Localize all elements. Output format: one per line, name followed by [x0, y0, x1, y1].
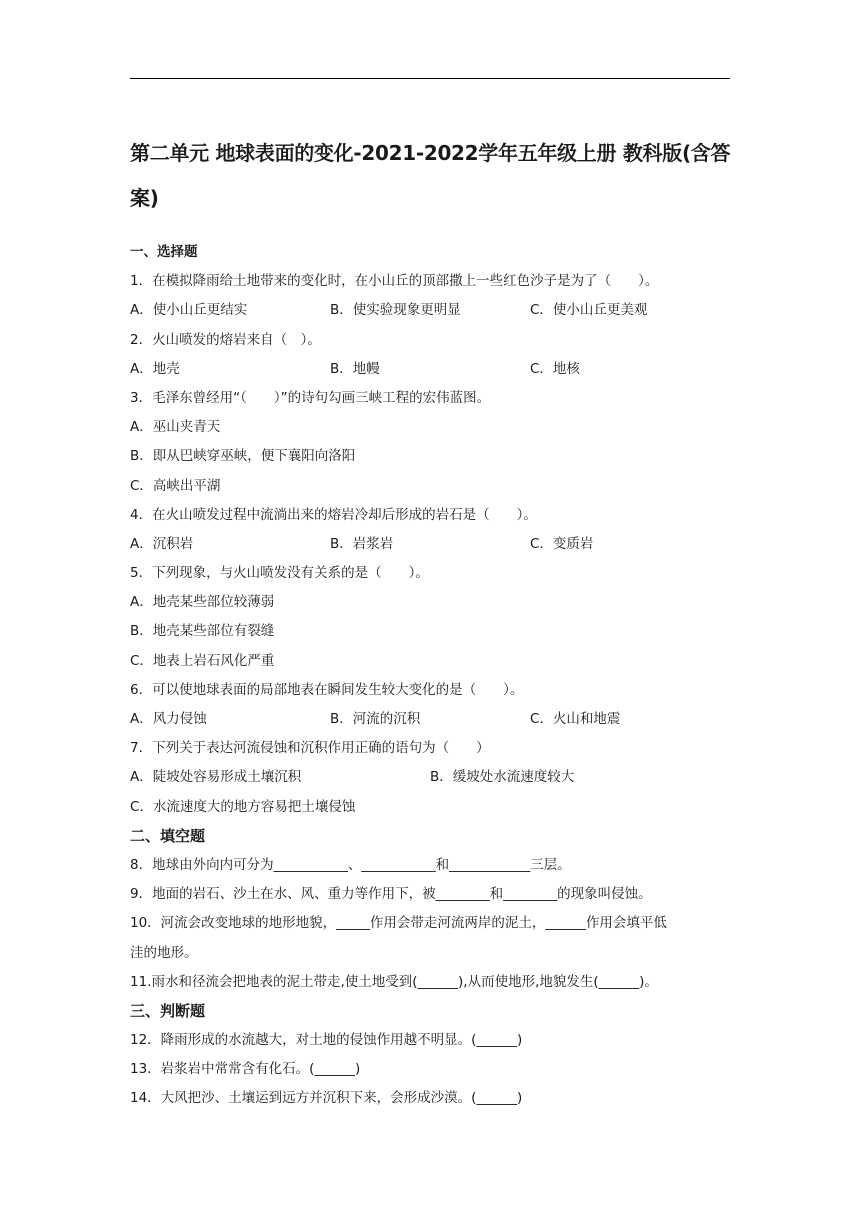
document-title: 第二单元 地球表面的变化-2021-2022学年五年级上册 教科版(含答案) [130, 141, 731, 210]
option-c: C．水流速度大的地方容易把土壤侵蚀 [130, 798, 356, 815]
option-b: B．河流的沉积 [330, 711, 421, 727]
question-10-line-2: 洼的地形。 [130, 944, 198, 961]
question-7: 7．下列关于表达河流侵蚀和沉积作用正确的语句为（ ） [130, 740, 490, 757]
option-a: A．沉积岩 [130, 535, 194, 552]
option-b: B．地壳某些部位有裂缝 [130, 623, 275, 640]
option-a: A．巫山夹青天 [130, 419, 221, 436]
question-9: 9．地面的岩石、沙土在水、风、重力等作用下，被________和________的现象叫侵蚀。 [130, 886, 652, 903]
option-b: B．缓坡处水流速度较大 [430, 769, 575, 786]
option-c: C．使小山丘更美观 [530, 302, 648, 319]
question-2-options [130, 355, 735, 384]
question-2: 2．火山喷发的熔岩来自（ ）。 [130, 331, 321, 348]
option-a: A．陡坡处容易形成土壤沉积 [130, 769, 302, 786]
question-11: 11.雨水和径流会把地表的泥土带走,使土地受到(______),从而使地形,地貌发生(______)。 [130, 973, 658, 990]
question-13: 13．岩浆岩中常常含有化石。(______) [130, 1061, 361, 1078]
question-3: 3．毛泽东曾经用“（ ）”的诗句勾画三峡工程的宏伟蓝图。 [130, 389, 491, 406]
section-heading-choice: 一、选择题 [130, 244, 198, 260]
option-c: C．地表上岩石风化严重 [130, 652, 275, 669]
option-b: B．即从巴峡穿巫峡，便下襄阳向洛阳 [130, 448, 356, 465]
question-4-options [130, 530, 735, 559]
option-b: B．使实验现象更明显 [330, 302, 461, 319]
question-5: 5．下列现象，与火山喷发没有关系的是（ ）。 [130, 565, 429, 582]
question-6-options [130, 705, 735, 734]
header-rule [130, 78, 730, 79]
option-b: B．岩浆岩 [330, 535, 394, 552]
question-14: 14．大风把沙、土壤运到远方并沉积下来，会形成沙漠。(______) [130, 1090, 523, 1107]
question-list [130, 238, 735, 1114]
option-c: C．变质岩 [530, 535, 594, 552]
option-b: B．地幔 [330, 360, 380, 377]
section-heading-fill: 二、填空题 [130, 826, 206, 845]
option-c: C．火山和地震 [530, 711, 621, 727]
question-1: 1．在模拟降雨给土地带来的变化时，在小山丘的顶部撒上一些红色沙子是为了（ ）。 [130, 273, 659, 290]
question-8: 8．地球由外向内可分为___________、___________和____________三层。 [130, 856, 571, 873]
section-heading-judge: 三、判断题 [130, 1001, 206, 1020]
question-12: 12．降雨形成的水流越大，对土地的侵蚀作用越不明显。(______) [130, 1032, 523, 1049]
question-10-line-1: 10．河流会改变地球的地形地貌，_____作用会带走河流两岸的泥土，______作用会填平低 [130, 915, 667, 932]
option-c: C．地核 [530, 360, 580, 377]
option-a: A．地壳某些部位较薄弱 [130, 594, 275, 611]
question-1-options [130, 296, 735, 325]
option-c: C．高峡出平湖 [130, 477, 221, 494]
question-6: 6．可以使地球表面的局部地表在瞬间发生较大变化的是（ ）。 [130, 681, 524, 698]
question-4: 4．在火山喷发过程中流淌出来的熔岩冷却后形成的岩石是（ ）。 [130, 506, 537, 523]
option-a: A．使小山丘更结实 [130, 302, 248, 319]
option-a: A．地壳 [130, 360, 180, 377]
option-a: A．风力侵蚀 [130, 711, 207, 727]
question-7-options [130, 763, 735, 792]
